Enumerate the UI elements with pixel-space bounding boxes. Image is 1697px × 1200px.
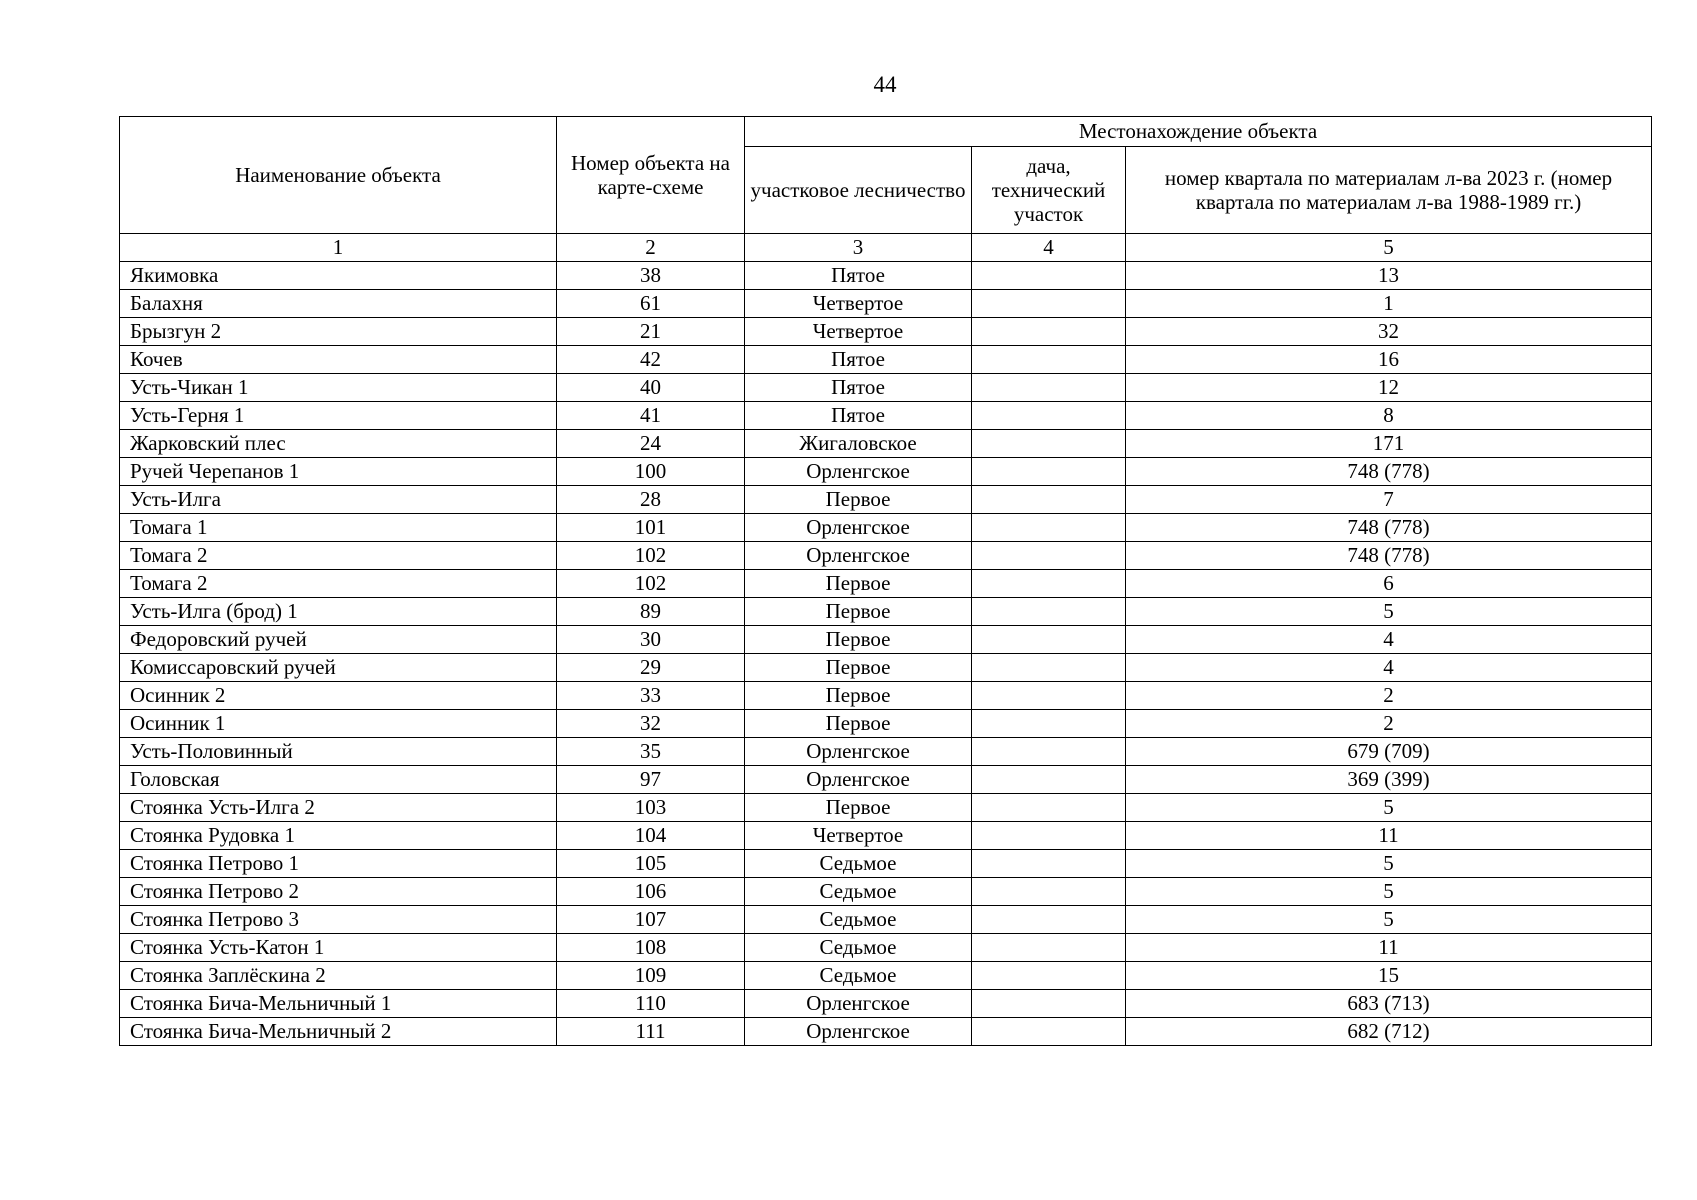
cell-object-name: Стоянка Рудовка 1 bbox=[120, 822, 557, 850]
cell-object-name: Осинник 2 bbox=[120, 682, 557, 710]
cell-object-number: 111 bbox=[557, 1018, 745, 1046]
cell-object-name: Стоянка Усть-Илга 2 bbox=[120, 794, 557, 822]
cell-object-number: 100 bbox=[557, 458, 745, 486]
column-number: 3 bbox=[745, 234, 972, 262]
cell-quarter: 2 bbox=[1126, 682, 1652, 710]
cell-quarter: 6 bbox=[1126, 570, 1652, 598]
table-row bbox=[120, 822, 1652, 850]
cell-dacha bbox=[972, 850, 1126, 878]
cell-quarter: 748 (778) bbox=[1126, 458, 1652, 486]
cell-dacha bbox=[972, 710, 1126, 738]
cell-object-number: 33 bbox=[557, 682, 745, 710]
table-header bbox=[120, 117, 1652, 262]
cell-quarter: 748 (778) bbox=[1126, 514, 1652, 542]
cell-dacha bbox=[972, 962, 1126, 990]
table-row bbox=[120, 878, 1652, 906]
cell-quarter: 1 bbox=[1126, 290, 1652, 318]
cell-object-name: Брызгун 2 bbox=[120, 318, 557, 346]
cell-object-number: 35 bbox=[557, 738, 745, 766]
cell-quarter: 679 (709) bbox=[1126, 738, 1652, 766]
cell-forestry: Четвертое bbox=[745, 822, 972, 850]
cell-object-name: Комиссаровский ручей bbox=[120, 654, 557, 682]
cell-forestry: Четвертое bbox=[745, 318, 972, 346]
cell-quarter: 5 bbox=[1126, 850, 1652, 878]
table-row bbox=[120, 962, 1652, 990]
cell-object-name: Стоянка Петрово 3 bbox=[120, 906, 557, 934]
table-row bbox=[120, 990, 1652, 1018]
cell-forestry: Орленгское bbox=[745, 738, 972, 766]
table-row bbox=[120, 934, 1652, 962]
cell-object-name: Стоянка Петрово 2 bbox=[120, 878, 557, 906]
cell-dacha bbox=[972, 570, 1126, 598]
table-row bbox=[120, 738, 1652, 766]
cell-forestry: Седьмое bbox=[745, 850, 972, 878]
table-row bbox=[120, 682, 1652, 710]
cell-quarter: 16 bbox=[1126, 346, 1652, 374]
cell-object-number: 97 bbox=[557, 766, 745, 794]
table-body bbox=[120, 262, 1652, 1046]
table-row bbox=[120, 458, 1652, 486]
table-row bbox=[120, 766, 1652, 794]
cell-object-number: 102 bbox=[557, 542, 745, 570]
cell-quarter: 5 bbox=[1126, 906, 1652, 934]
cell-dacha bbox=[972, 290, 1126, 318]
cell-object-name: Томага 2 bbox=[120, 542, 557, 570]
cell-forestry: Первое bbox=[745, 598, 972, 626]
table-row bbox=[120, 486, 1652, 514]
table-row bbox=[120, 794, 1652, 822]
cell-object-number: 104 bbox=[557, 822, 745, 850]
cell-forestry: Пятое bbox=[745, 374, 972, 402]
column-number: 2 bbox=[557, 234, 745, 262]
cell-object-number: 42 bbox=[557, 346, 745, 374]
cell-quarter: 32 bbox=[1126, 318, 1652, 346]
cell-dacha bbox=[972, 766, 1126, 794]
cell-forestry: Седьмое bbox=[745, 906, 972, 934]
cell-object-name: Усть-Герня 1 bbox=[120, 402, 557, 430]
cell-forestry: Орленгское bbox=[745, 542, 972, 570]
table-row bbox=[120, 346, 1652, 374]
cell-dacha bbox=[972, 514, 1126, 542]
cell-object-name: Томага 1 bbox=[120, 514, 557, 542]
cell-dacha bbox=[972, 458, 1126, 486]
cell-dacha bbox=[972, 794, 1126, 822]
table-row bbox=[120, 850, 1652, 878]
cell-quarter: 5 bbox=[1126, 794, 1652, 822]
cell-dacha bbox=[972, 402, 1126, 430]
cell-forestry: Первое bbox=[745, 682, 972, 710]
cell-forestry: Орленгское bbox=[745, 1018, 972, 1046]
cell-forestry: Седьмое bbox=[745, 878, 972, 906]
table-row bbox=[120, 710, 1652, 738]
cell-forestry: Жигаловское bbox=[745, 430, 972, 458]
cell-object-number: 29 bbox=[557, 654, 745, 682]
header-dacha: дача, технический участок bbox=[972, 147, 1126, 234]
cell-object-number: 107 bbox=[557, 906, 745, 934]
cell-quarter: 15 bbox=[1126, 962, 1652, 990]
cell-quarter: 4 bbox=[1126, 654, 1652, 682]
cell-dacha bbox=[972, 654, 1126, 682]
header-quarter: номер квартала по материалам л-ва 2023 г. (номер квартала по материалам л-ва 1988-1989 гг.) bbox=[1126, 147, 1652, 234]
cell-dacha bbox=[972, 1018, 1126, 1046]
objects-table bbox=[119, 116, 1652, 1046]
header-location: Местонахождение объекта bbox=[745, 117, 1652, 147]
table-row bbox=[120, 906, 1652, 934]
cell-dacha bbox=[972, 626, 1126, 654]
cell-object-name: Усть-Илга (брод) 1 bbox=[120, 598, 557, 626]
table-row bbox=[120, 402, 1652, 430]
cell-dacha bbox=[972, 934, 1126, 962]
cell-object-name: Усть-Чикан 1 bbox=[120, 374, 557, 402]
table-row bbox=[120, 1018, 1652, 1046]
cell-object-number: 101 bbox=[557, 514, 745, 542]
cell-quarter: 7 bbox=[1126, 486, 1652, 514]
table-row bbox=[120, 290, 1652, 318]
cell-object-number: 105 bbox=[557, 850, 745, 878]
cell-quarter: 4 bbox=[1126, 626, 1652, 654]
cell-quarter: 11 bbox=[1126, 822, 1652, 850]
cell-object-name: Стоянка Петрово 1 bbox=[120, 850, 557, 878]
table-row bbox=[120, 374, 1652, 402]
table-row bbox=[120, 318, 1652, 346]
header-row-top bbox=[120, 117, 1652, 147]
cell-object-number: 28 bbox=[557, 486, 745, 514]
page-number: 44 bbox=[873, 72, 897, 97]
cell-object-number: 102 bbox=[557, 570, 745, 598]
cell-forestry: Первое bbox=[745, 626, 972, 654]
cell-object-number: 30 bbox=[557, 626, 745, 654]
cell-object-number: 41 bbox=[557, 402, 745, 430]
cell-object-number: 61 bbox=[557, 290, 745, 318]
cell-forestry: Седьмое bbox=[745, 934, 972, 962]
cell-object-name: Головская bbox=[120, 766, 557, 794]
header-object-number: Номер объекта на карте-схеме bbox=[557, 117, 745, 234]
table-row bbox=[120, 430, 1652, 458]
cell-forestry: Орленгское bbox=[745, 990, 972, 1018]
cell-object-name: Ручей Черепанов 1 bbox=[120, 458, 557, 486]
cell-object-name: Стоянка Усть-Катон 1 bbox=[120, 934, 557, 962]
table-row bbox=[120, 626, 1652, 654]
cell-object-name: Стоянка Заплёскина 2 bbox=[120, 962, 557, 990]
cell-object-name: Томага 2 bbox=[120, 570, 557, 598]
cell-quarter: 8 bbox=[1126, 402, 1652, 430]
cell-quarter: 683 (713) bbox=[1126, 990, 1652, 1018]
cell-quarter: 171 bbox=[1126, 430, 1652, 458]
column-number: 5 bbox=[1126, 234, 1652, 262]
cell-forestry: Орленгское bbox=[745, 766, 972, 794]
column-number: 4 bbox=[972, 234, 1126, 262]
header-object-name: Наименование объекта bbox=[120, 117, 557, 234]
cell-object-number: 108 bbox=[557, 934, 745, 962]
table-row bbox=[120, 654, 1652, 682]
cell-object-number: 89 bbox=[557, 598, 745, 626]
cell-dacha bbox=[972, 318, 1126, 346]
cell-dacha bbox=[972, 374, 1126, 402]
cell-object-name: Балахня bbox=[120, 290, 557, 318]
table-row bbox=[120, 262, 1652, 290]
cell-quarter: 748 (778) bbox=[1126, 542, 1652, 570]
cell-quarter: 2 bbox=[1126, 710, 1652, 738]
cell-dacha bbox=[972, 430, 1126, 458]
header-forestry: участковое лесничество bbox=[745, 147, 972, 234]
cell-object-name: Осинник 1 bbox=[120, 710, 557, 738]
cell-dacha bbox=[972, 346, 1126, 374]
cell-forestry: Первое bbox=[745, 794, 972, 822]
cell-object-number: 24 bbox=[557, 430, 745, 458]
cell-quarter: 5 bbox=[1126, 598, 1652, 626]
cell-quarter: 11 bbox=[1126, 934, 1652, 962]
table-row bbox=[120, 570, 1652, 598]
cell-forestry: Первое bbox=[745, 486, 972, 514]
cell-dacha bbox=[972, 906, 1126, 934]
cell-dacha bbox=[972, 598, 1126, 626]
cell-forestry: Орленгское bbox=[745, 458, 972, 486]
table-row bbox=[120, 598, 1652, 626]
cell-object-name: Жарковский плес bbox=[120, 430, 557, 458]
cell-forestry: Четвертое bbox=[745, 290, 972, 318]
table-row bbox=[120, 514, 1652, 542]
cell-forestry: Первое bbox=[745, 654, 972, 682]
cell-dacha bbox=[972, 486, 1126, 514]
cell-forestry: Пятое bbox=[745, 402, 972, 430]
cell-object-number: 40 bbox=[557, 374, 745, 402]
cell-forestry: Седьмое bbox=[745, 962, 972, 990]
cell-forestry: Первое bbox=[745, 710, 972, 738]
cell-dacha bbox=[972, 990, 1126, 1018]
cell-object-number: 38 bbox=[557, 262, 745, 290]
cell-dacha bbox=[972, 822, 1126, 850]
cell-quarter: 12 bbox=[1126, 374, 1652, 402]
cell-forestry: Первое bbox=[745, 570, 972, 598]
table-row bbox=[120, 542, 1652, 570]
cell-forestry: Орленгское bbox=[745, 514, 972, 542]
cell-object-number: 21 bbox=[557, 318, 745, 346]
cell-object-number: 106 bbox=[557, 878, 745, 906]
cell-object-name: Усть-Илга bbox=[120, 486, 557, 514]
cell-object-name: Кочев bbox=[120, 346, 557, 374]
cell-dacha bbox=[972, 682, 1126, 710]
column-number: 1 bbox=[120, 234, 557, 262]
cell-forestry: Пятое bbox=[745, 262, 972, 290]
cell-dacha bbox=[972, 878, 1126, 906]
cell-object-number: 103 bbox=[557, 794, 745, 822]
cell-quarter: 682 (712) bbox=[1126, 1018, 1652, 1046]
column-number-row bbox=[120, 234, 1652, 262]
cell-quarter: 5 bbox=[1126, 878, 1652, 906]
cell-quarter: 369 (399) bbox=[1126, 766, 1652, 794]
cell-object-name: Федоровский ручей bbox=[120, 626, 557, 654]
cell-dacha bbox=[972, 738, 1126, 766]
cell-quarter: 13 bbox=[1126, 262, 1652, 290]
cell-object-name: Стоянка Бича-Мельничный 1 bbox=[120, 990, 557, 1018]
cell-forestry: Пятое bbox=[745, 346, 972, 374]
cell-object-name: Якимовка bbox=[120, 262, 557, 290]
cell-object-name: Усть-Половинный bbox=[120, 738, 557, 766]
cell-object-number: 109 bbox=[557, 962, 745, 990]
cell-object-number: 32 bbox=[557, 710, 745, 738]
cell-object-number: 110 bbox=[557, 990, 745, 1018]
cell-dacha bbox=[972, 262, 1126, 290]
cell-object-name: Стоянка Бича-Мельничный 2 bbox=[120, 1018, 557, 1046]
cell-dacha bbox=[972, 542, 1126, 570]
